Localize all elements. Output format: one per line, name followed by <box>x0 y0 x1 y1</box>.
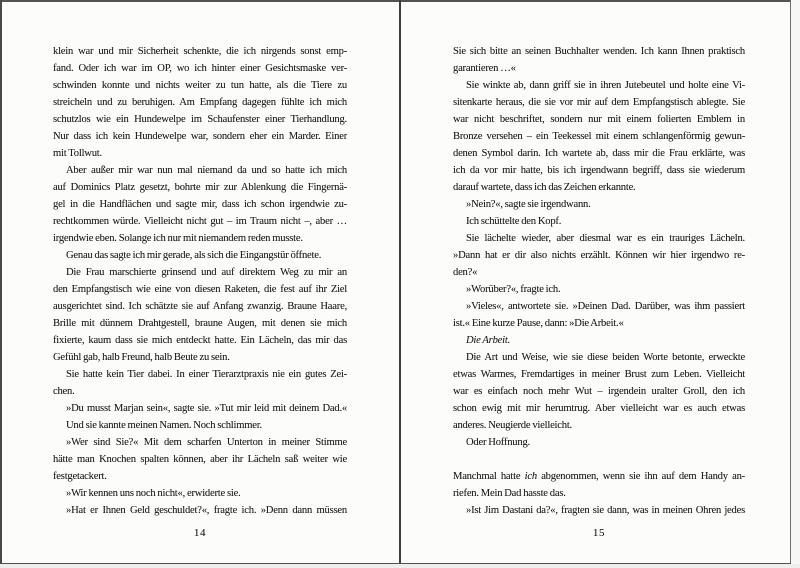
text-segment: »Wir kennen uns noch nicht«, erwiderte sie. <box>66 488 241 499</box>
text-line <box>53 468 347 485</box>
text-line <box>53 43 347 60</box>
text-segment: mit Tollwut. <box>53 148 102 159</box>
text-segment: »Nein?«, sagte sie irgendwann. <box>466 199 591 210</box>
text-segment: klein war und mir Sicherheit schenkte, die ich nirgends sonst emp- <box>53 46 347 57</box>
text-line <box>453 383 745 400</box>
text-line <box>453 128 745 145</box>
text-segment: schutzlos wie ein Hundewelpe im Schaufenster einer Tierhandlung. <box>53 114 347 125</box>
text-segment: anderes. Neugierde vielleicht. <box>453 420 572 431</box>
text-segment: schon ewig mit mir herumtrug. Aber vielleicht war es auch etwas <box>453 403 745 414</box>
text-segment: Sie lächelte wieder, aber diesmal war es ein trauriges Lächeln. <box>466 233 745 244</box>
text-line <box>453 468 745 485</box>
text-line <box>53 264 347 281</box>
text-line <box>453 162 745 179</box>
text-line <box>53 179 347 196</box>
text-line <box>53 230 347 247</box>
text-segment: den Empfangstisch wie eine von diesen Raketen, die fest auf ihr Ziel <box>53 284 347 295</box>
page-number-left: 14 <box>193 527 207 539</box>
text-segment: Nur dass ich kein Hundewelpe war, sondern eher ein Marder. Einer <box>53 131 347 142</box>
scan-border-top <box>0 0 791 2</box>
text-line <box>453 213 745 230</box>
text-line <box>453 281 745 298</box>
text-line <box>53 349 347 366</box>
text-segment: Aber außer mir war nun mal niemand da und so hatte ich mich <box>66 165 347 176</box>
scan-border-right <box>790 0 791 564</box>
text-segment: abgenommen, wenn sie ihn auf dem Handy an- <box>536 471 745 482</box>
text-line <box>53 128 347 145</box>
text-line <box>453 77 745 94</box>
text-line <box>453 315 745 332</box>
text-line <box>53 383 347 400</box>
text-segment: darauf wartete, dass ich das Zeichen erkannte. <box>453 182 636 193</box>
page-14-text <box>53 43 347 519</box>
text-segment: ich da vor mir hatte, bis ich irgendwann begriff, dass sie wiederum <box>453 165 745 176</box>
text-line <box>453 264 745 281</box>
text-segment: Sie hatte kein Tier dabei. In einer Tierarztpraxis nie ein gutes Zei- <box>66 369 347 380</box>
blank-line <box>453 451 745 468</box>
text-segment: ist.« Eine kurze Pause, dann: »Die Arbeit.« <box>453 318 624 329</box>
text-segment: »Du musst Marjan sein«, sagte sie. »Tut mir leid mit deinem Dad.« <box>66 403 347 414</box>
text-line <box>453 145 745 162</box>
text-segment: Brille mit dünnem Drahtgestell, braune Augen, mit denen sie mich <box>53 318 347 329</box>
text-line <box>453 349 745 366</box>
text-line <box>453 179 745 196</box>
text-line <box>53 60 347 77</box>
text-segment: Die Art und Weise, wie sie diese beiden Worte betonte, erweckte <box>466 352 745 363</box>
text-segment: »Wer sind Sie?« Mit dem scharfen Unterton in meiner Stimme <box>66 437 347 448</box>
text-segment: Die Arbeit. <box>466 335 511 346</box>
text-segment: Manchmal hatte <box>453 471 525 482</box>
text-segment: irgendwie eben. Solange ich nur mit niemandem reden musste. <box>53 233 303 244</box>
text-segment: »Dann hat er dir also nichts erzählt. Können wir hier irgendwo re- <box>453 250 745 261</box>
text-segment: schwinden konnte und nichts weiter zu tun hatte, als die Tiere zu <box>53 80 347 91</box>
text-line <box>453 332 745 349</box>
text-line <box>53 213 347 230</box>
text-line <box>53 77 347 94</box>
text-segment <box>453 454 455 465</box>
text-segment: sitenkarte heraus, die sie vor mir auf dem Empfangstisch ablegte. Sie <box>453 97 745 108</box>
text-segment: auf Dominics Platz gesetzt, bohrte mir zur Ablenkung die Fingernä- <box>53 182 347 193</box>
text-segment: rechtkommen würde. Vielleicht nicht gut – im Traum nicht –, aber … <box>53 216 347 227</box>
page-gutter-divider <box>399 0 401 564</box>
text-segment: riefen. Mein Dad hasste das. <box>453 488 566 499</box>
text-line <box>53 366 347 383</box>
text-line <box>453 366 745 383</box>
text-line <box>53 196 347 213</box>
text-segment: Oder Hoffnung. <box>466 437 530 448</box>
text-line <box>453 60 745 77</box>
scan-border-left <box>0 0 2 564</box>
text-line <box>453 94 745 111</box>
page-15-text <box>453 43 745 519</box>
text-line <box>53 417 347 434</box>
text-line <box>453 230 745 247</box>
text-segment: Bronze versehen – ein Teekessel mit einem schlangenförmig gewun- <box>453 131 745 142</box>
text-segment: Genau das sagte ich mir gerade, als sich die Eingangstür öffnete. <box>66 250 322 261</box>
text-line <box>53 94 347 111</box>
text-segment: »Ist Jim Dastani da?«, fragten sie dann, was in meinen Ohren jedes <box>466 505 745 516</box>
text-line <box>53 315 347 332</box>
text-segment: »Worüber?«, fragte ich. <box>466 284 561 295</box>
text-segment: Sie sich bitte an seinen Buchhalter wenden. Ich kann Ihnen praktisch <box>453 46 745 57</box>
text-segment: hätte man Knochen spalten können, aber ihr Lächeln saß weiter wie <box>53 454 347 465</box>
text-segment: fand. Oder ich war im OP, wo ich hinter einer Gesichtsmaske ver- <box>53 63 347 74</box>
text-line <box>53 298 347 315</box>
text-line <box>453 485 745 502</box>
text-line <box>53 332 347 349</box>
text-line <box>53 111 347 128</box>
text-segment: Ich schüttelte den Kopf. <box>466 216 562 227</box>
text-line <box>53 145 347 162</box>
text-line <box>453 43 745 60</box>
text-line <box>53 485 347 502</box>
text-segment: Sie winkte ab, dann griff sie in ihren Jutebeutel und holte eine Vi- <box>466 80 745 91</box>
text-line <box>53 434 347 451</box>
text-line <box>53 451 347 468</box>
text-segment: »Hat er Ihnen Geld geschuldet?«, fragte ich. »Denn dann müssen <box>66 505 347 516</box>
text-segment: den?« <box>453 267 478 278</box>
text-segment: etwas Warmes, Fremdartiges in meiner Brust zum Leben. Vielleicht <box>453 369 745 380</box>
text-line <box>53 281 347 298</box>
text-segment: garantieren …« <box>453 63 516 74</box>
text-segment: »Vieles«, antwortete sie. »Deinen Dad. Darüber, was ihm passiert <box>466 301 745 312</box>
text-segment: fixierte, kaum dass sie mich entdeckt hatte. Ein Lächeln, das mir das <box>53 335 347 346</box>
text-line <box>453 111 745 128</box>
text-line <box>53 162 347 179</box>
text-segment: chen. <box>53 386 75 397</box>
text-line <box>453 502 745 519</box>
text-line <box>453 400 745 417</box>
text-segment: gel in die Handflächen und sagte mir, dass ich schon irgendwie zu- <box>53 199 347 210</box>
text-line <box>453 298 745 315</box>
scan-outer-margin <box>0 564 800 568</box>
text-segment: festgetackert. <box>53 471 107 482</box>
text-line <box>453 196 745 213</box>
text-line <box>53 502 347 519</box>
text-segment: Die Frau marschierte grinsend und auf direktem Weg zu mir an <box>66 267 347 278</box>
text-segment: Gefühl gab, halb Freund, halb Beute zu sein. <box>53 352 230 363</box>
text-segment: ausgerichtet sind. Ich schätzte sie auf Anfang zwanzig. Braune Haare, <box>53 301 347 312</box>
text-line <box>453 417 745 434</box>
text-line <box>453 434 745 451</box>
text-line <box>453 247 745 264</box>
text-segment: denen Symbol darin. Ich wartete ab, dass mir die Frau erklärte, was <box>453 148 745 159</box>
italic-text: ich <box>524 471 537 482</box>
text-segment: war nicht beschriftet, sondern nur mit einem folierten Emblem in <box>453 114 745 125</box>
text-line <box>53 400 347 417</box>
text-segment: streicheln und zu beruhigen. Am Empfang dagegen fühlte ich mich <box>53 97 347 108</box>
text-segment: Und sie kannte meinen Namen. Noch schlimmer. <box>66 420 262 431</box>
page-number-right: 15 <box>592 527 606 539</box>
text-line <box>53 247 347 264</box>
text-segment: war es einfach noch mehr Wut – irgendein uralter Groll, den ich <box>453 386 745 397</box>
